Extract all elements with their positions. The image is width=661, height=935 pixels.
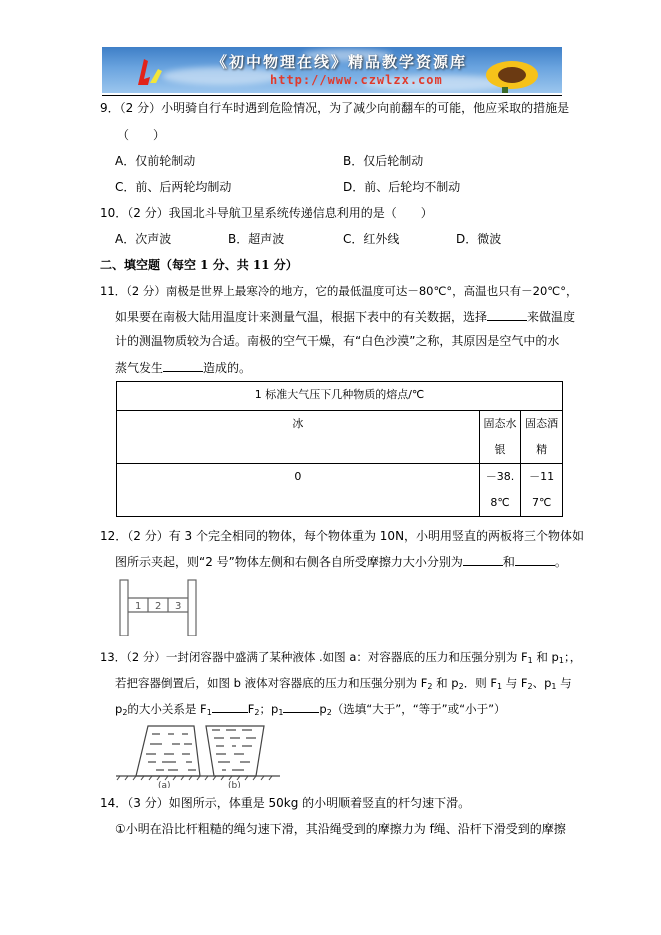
banner-title: 《初中物理在线》精品教学资源库 bbox=[212, 53, 468, 71]
answer-blank[interactable] bbox=[212, 701, 248, 713]
subscript: 1 bbox=[527, 656, 533, 665]
q13-text: 的大小关系是 F bbox=[127, 702, 207, 716]
melting-point-table bbox=[116, 381, 563, 517]
q12-line2-text-c: 。 bbox=[554, 555, 567, 569]
q9-stem: 9．（2 分）小明骑自行车时遇到危险情况，为了减少向前翻车的可能，他应采取的措施是 bbox=[100, 101, 570, 115]
subscript: 1 bbox=[206, 708, 212, 717]
block-label-2: 2 bbox=[155, 601, 162, 612]
q9-option-d: D．前、后轮均不制动 bbox=[343, 180, 461, 194]
q11-line1: 11．（2 分）南极是世界上最寒冷的地方，它的最低温度可达－80℃°，高温也只有－20℃°， bbox=[100, 284, 578, 298]
subscript: 2 bbox=[122, 708, 128, 717]
q11-line4-text-b: 造成的。 bbox=[203, 361, 252, 375]
q10-option-b: B．超声波 bbox=[228, 232, 285, 246]
sunflower-icon bbox=[482, 53, 542, 93]
q10-option-a: A．次声波 bbox=[115, 232, 172, 246]
block-label-1: 1 bbox=[135, 601, 142, 612]
q10-option-d: D．微波 bbox=[456, 232, 502, 246]
subscript: 2 bbox=[527, 682, 533, 691]
q13-text: F bbox=[247, 702, 255, 716]
figure-label-a: (a) bbox=[158, 781, 171, 788]
q11-line2-text-a: 如果要在南极大陆用温度计来测量气温，根据下表中的有关数据，选择 bbox=[115, 310, 488, 324]
banner-url: http://www.czwlzx.com bbox=[270, 73, 443, 87]
subscript: 1 bbox=[558, 656, 564, 665]
q13-text: 、p bbox=[532, 676, 552, 690]
q11-line3: 计的测温物质较为合适。南极的空气干燥，有“白色沙漠”之称，其原因是空气中的水 bbox=[115, 334, 560, 348]
q9-option-a: A．仅前轮制动 bbox=[115, 154, 196, 168]
subscript: 2 bbox=[326, 708, 332, 717]
table-value-mercury: －38.8℃ bbox=[479, 464, 521, 517]
q13-text: 13．（2 分）一封闭容器中盛满了某种液体 .如图 a：对容器底的压力和压强分别为 F bbox=[100, 650, 528, 664]
subscript: 2 bbox=[427, 682, 433, 691]
q13-text: p bbox=[319, 702, 327, 716]
table-header-alcohol: 固态酒精 bbox=[521, 411, 563, 464]
q11-line2-text-b: 来做温度 bbox=[527, 310, 576, 324]
subscript: 2 bbox=[254, 708, 260, 717]
q9-paren: （ ） bbox=[117, 128, 166, 142]
table-header-mercury: 固态水银 bbox=[479, 411, 521, 464]
q12-line2-text-b: 和 bbox=[502, 555, 515, 569]
answer-blank[interactable] bbox=[163, 360, 203, 372]
answer-blank[interactable] bbox=[283, 701, 319, 713]
subscript: 1 bbox=[551, 682, 557, 691]
table-header-ice: 冰 bbox=[117, 411, 480, 464]
figure-label-b: (b) bbox=[228, 781, 241, 788]
clamped-blocks-figure bbox=[118, 578, 208, 636]
table-value-ice: 0 bbox=[117, 464, 480, 517]
container-figure bbox=[116, 724, 280, 788]
q13-line2 bbox=[115, 676, 572, 694]
subscript: 1 bbox=[496, 682, 503, 691]
q9-option-c: C．前、后两轮均制动 bbox=[115, 180, 232, 194]
answer-blank[interactable] bbox=[515, 554, 555, 566]
q11-line2 bbox=[115, 309, 575, 324]
q13-line3 bbox=[115, 701, 506, 720]
header-rule bbox=[102, 95, 562, 96]
logo-icon bbox=[130, 55, 170, 89]
section-heading: 二、填空题（每空 1 分、共 11 分） bbox=[100, 258, 298, 272]
answer-blank[interactable] bbox=[463, 554, 503, 566]
block-label-3: 3 bbox=[175, 601, 182, 612]
q13-text: （选填“大于”，“等于”或“小于”） bbox=[331, 702, 506, 716]
q13-text: p bbox=[115, 702, 123, 716]
q13-text: ；， bbox=[563, 650, 582, 664]
q13-text: 若把容器倒置后，如图 b 液体对容器底的压力和压强分别为 F bbox=[115, 676, 428, 690]
q13-text: 与 F bbox=[502, 676, 528, 690]
q10-option-c: C．红外线 bbox=[343, 232, 400, 246]
q9-option-b: B．仅后轮制动 bbox=[343, 154, 424, 168]
q14-line1: 14．（3 分）如图所示，体重是 50kg 的小明顺着竖直的杆匀速下滑。 bbox=[100, 796, 471, 810]
answer-blank[interactable] bbox=[487, 309, 527, 321]
q13-text: ．则 F bbox=[463, 676, 497, 690]
q13-text: 和 p bbox=[532, 650, 559, 664]
q12-line2-text-a: 图所示夹起，则“2 号”物体左侧和右侧各自所受摩擦力大小分别为 bbox=[115, 555, 463, 569]
q13-text: 和 p bbox=[432, 676, 459, 690]
table-value-alcohol: －117℃ bbox=[521, 464, 563, 517]
subscript: 2 bbox=[458, 682, 464, 691]
q12-line1: 12．（2 分）有 3 个完全相同的物体，每个物体重为 10N，小明用竖直的两板将三个物体如 bbox=[100, 529, 585, 543]
table-caption: 1 标准大气压下几种物质的熔点/℃ bbox=[117, 382, 563, 411]
q13-line1 bbox=[100, 650, 581, 668]
subscript: 1 bbox=[278, 708, 284, 717]
q11-line4-text-a: 蒸气发生 bbox=[115, 361, 164, 375]
q13-text: 与 bbox=[556, 676, 572, 690]
q13-text: ；p bbox=[259, 702, 279, 716]
header-banner bbox=[102, 47, 562, 93]
q11-line4 bbox=[115, 360, 251, 375]
q12-line2 bbox=[115, 554, 567, 569]
q14-line2: ①小明在沿比杆粗糙的绳匀速下滑，其沿绳受到的摩擦力为 f绳、沿杆下滑受到的摩擦 bbox=[115, 822, 566, 836]
q10-stem: 10．（2 分）我国北斗导航卫星系统传递信息利用的是（ ） bbox=[100, 206, 433, 220]
